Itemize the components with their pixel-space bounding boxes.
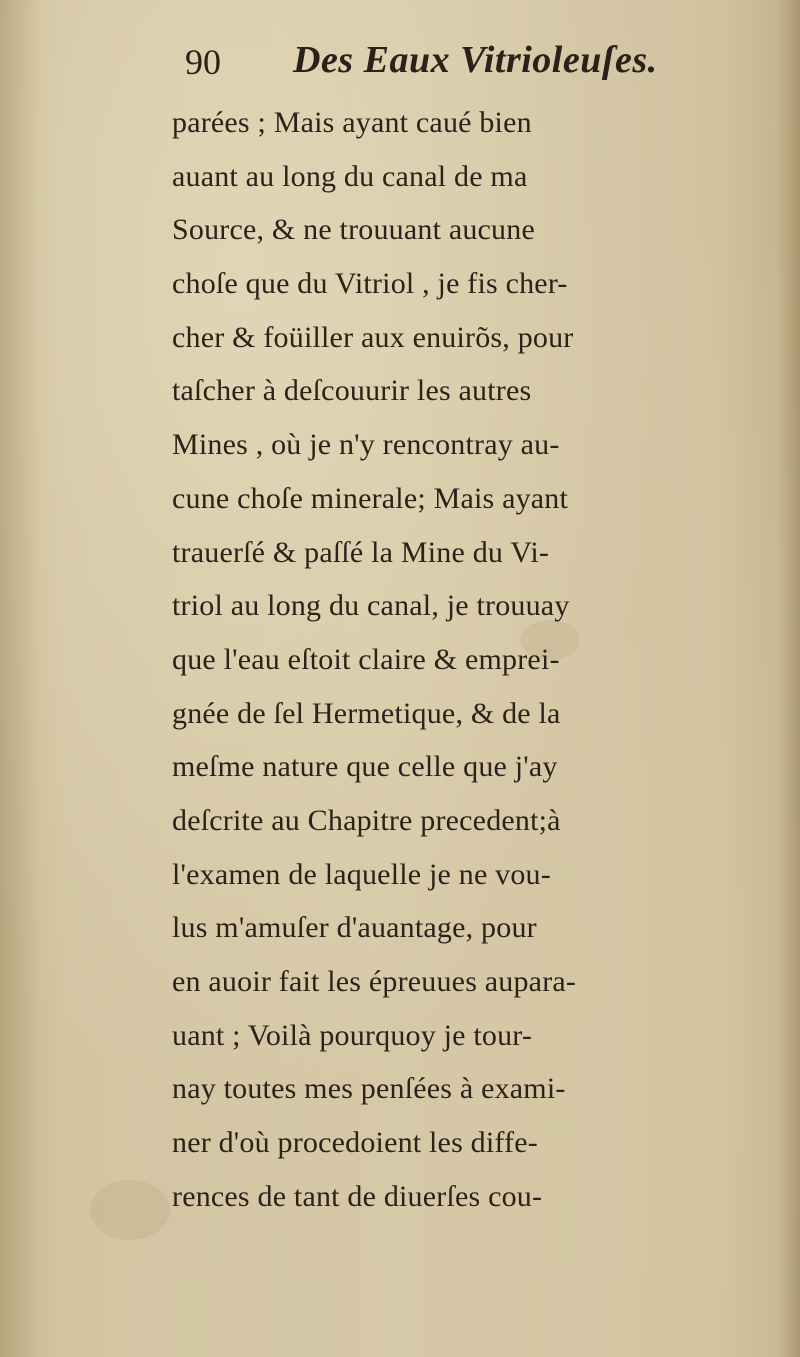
text-line: cune choſe minerale; Mais ayant <box>172 481 569 515</box>
page-header <box>185 36 785 86</box>
body-text <box>172 96 772 1223</box>
text-line: auant au long du canal de ma <box>172 159 528 193</box>
text-line: lus m'amuſer d'auantage, pour <box>172 911 537 945</box>
text-line: rences de tant de diuerſes cou- <box>172 1179 543 1213</box>
text-line: parées ; Mais ayant caué bien <box>172 106 532 139</box>
text-line: que l'eau eſtoit claire & emprei- <box>172 642 560 676</box>
text-line: en auoir fait les épreuues aupara- <box>172 965 577 998</box>
text-line: ner d'où procedoient les diffe- <box>172 1126 538 1160</box>
paper-stain <box>90 1180 170 1240</box>
running-title: Des Eaux Vitrioleuſes. <box>293 39 658 81</box>
text-line: taſcher à deſcouurir les autres <box>172 374 532 408</box>
page-edge-shadow <box>778 0 800 1357</box>
text-line: uant ; Voilà pourquoy je tour- <box>172 1018 533 1052</box>
text-line: trauerſé & paſſé la Mine du Vi- <box>172 535 550 569</box>
text-line: cher & foüiller aux enuirõs, pour <box>172 320 574 354</box>
text-line: deſcrite au Chapitre precedent;à <box>172 803 561 837</box>
text-line: choſe que du Vitriol , je fis cher- <box>172 267 568 301</box>
text-line: meſme nature que celle que j'ay <box>172 750 558 784</box>
text-line: gnée de ſel Hermetique, & de la <box>172 696 561 730</box>
gutter-shadow <box>0 0 40 1357</box>
page-number: 90 <box>185 42 221 82</box>
text-line: triol au long du canal, je trouuay <box>172 589 570 623</box>
text-line: nay toutes mes penſées à exami- <box>172 1072 566 1106</box>
text-line: Mines , où je n'y rencontray au- <box>172 428 560 462</box>
text-line: l'examen de laquelle je ne vou- <box>172 857 551 891</box>
text-line: Source, & ne trouuant aucune <box>172 213 535 247</box>
